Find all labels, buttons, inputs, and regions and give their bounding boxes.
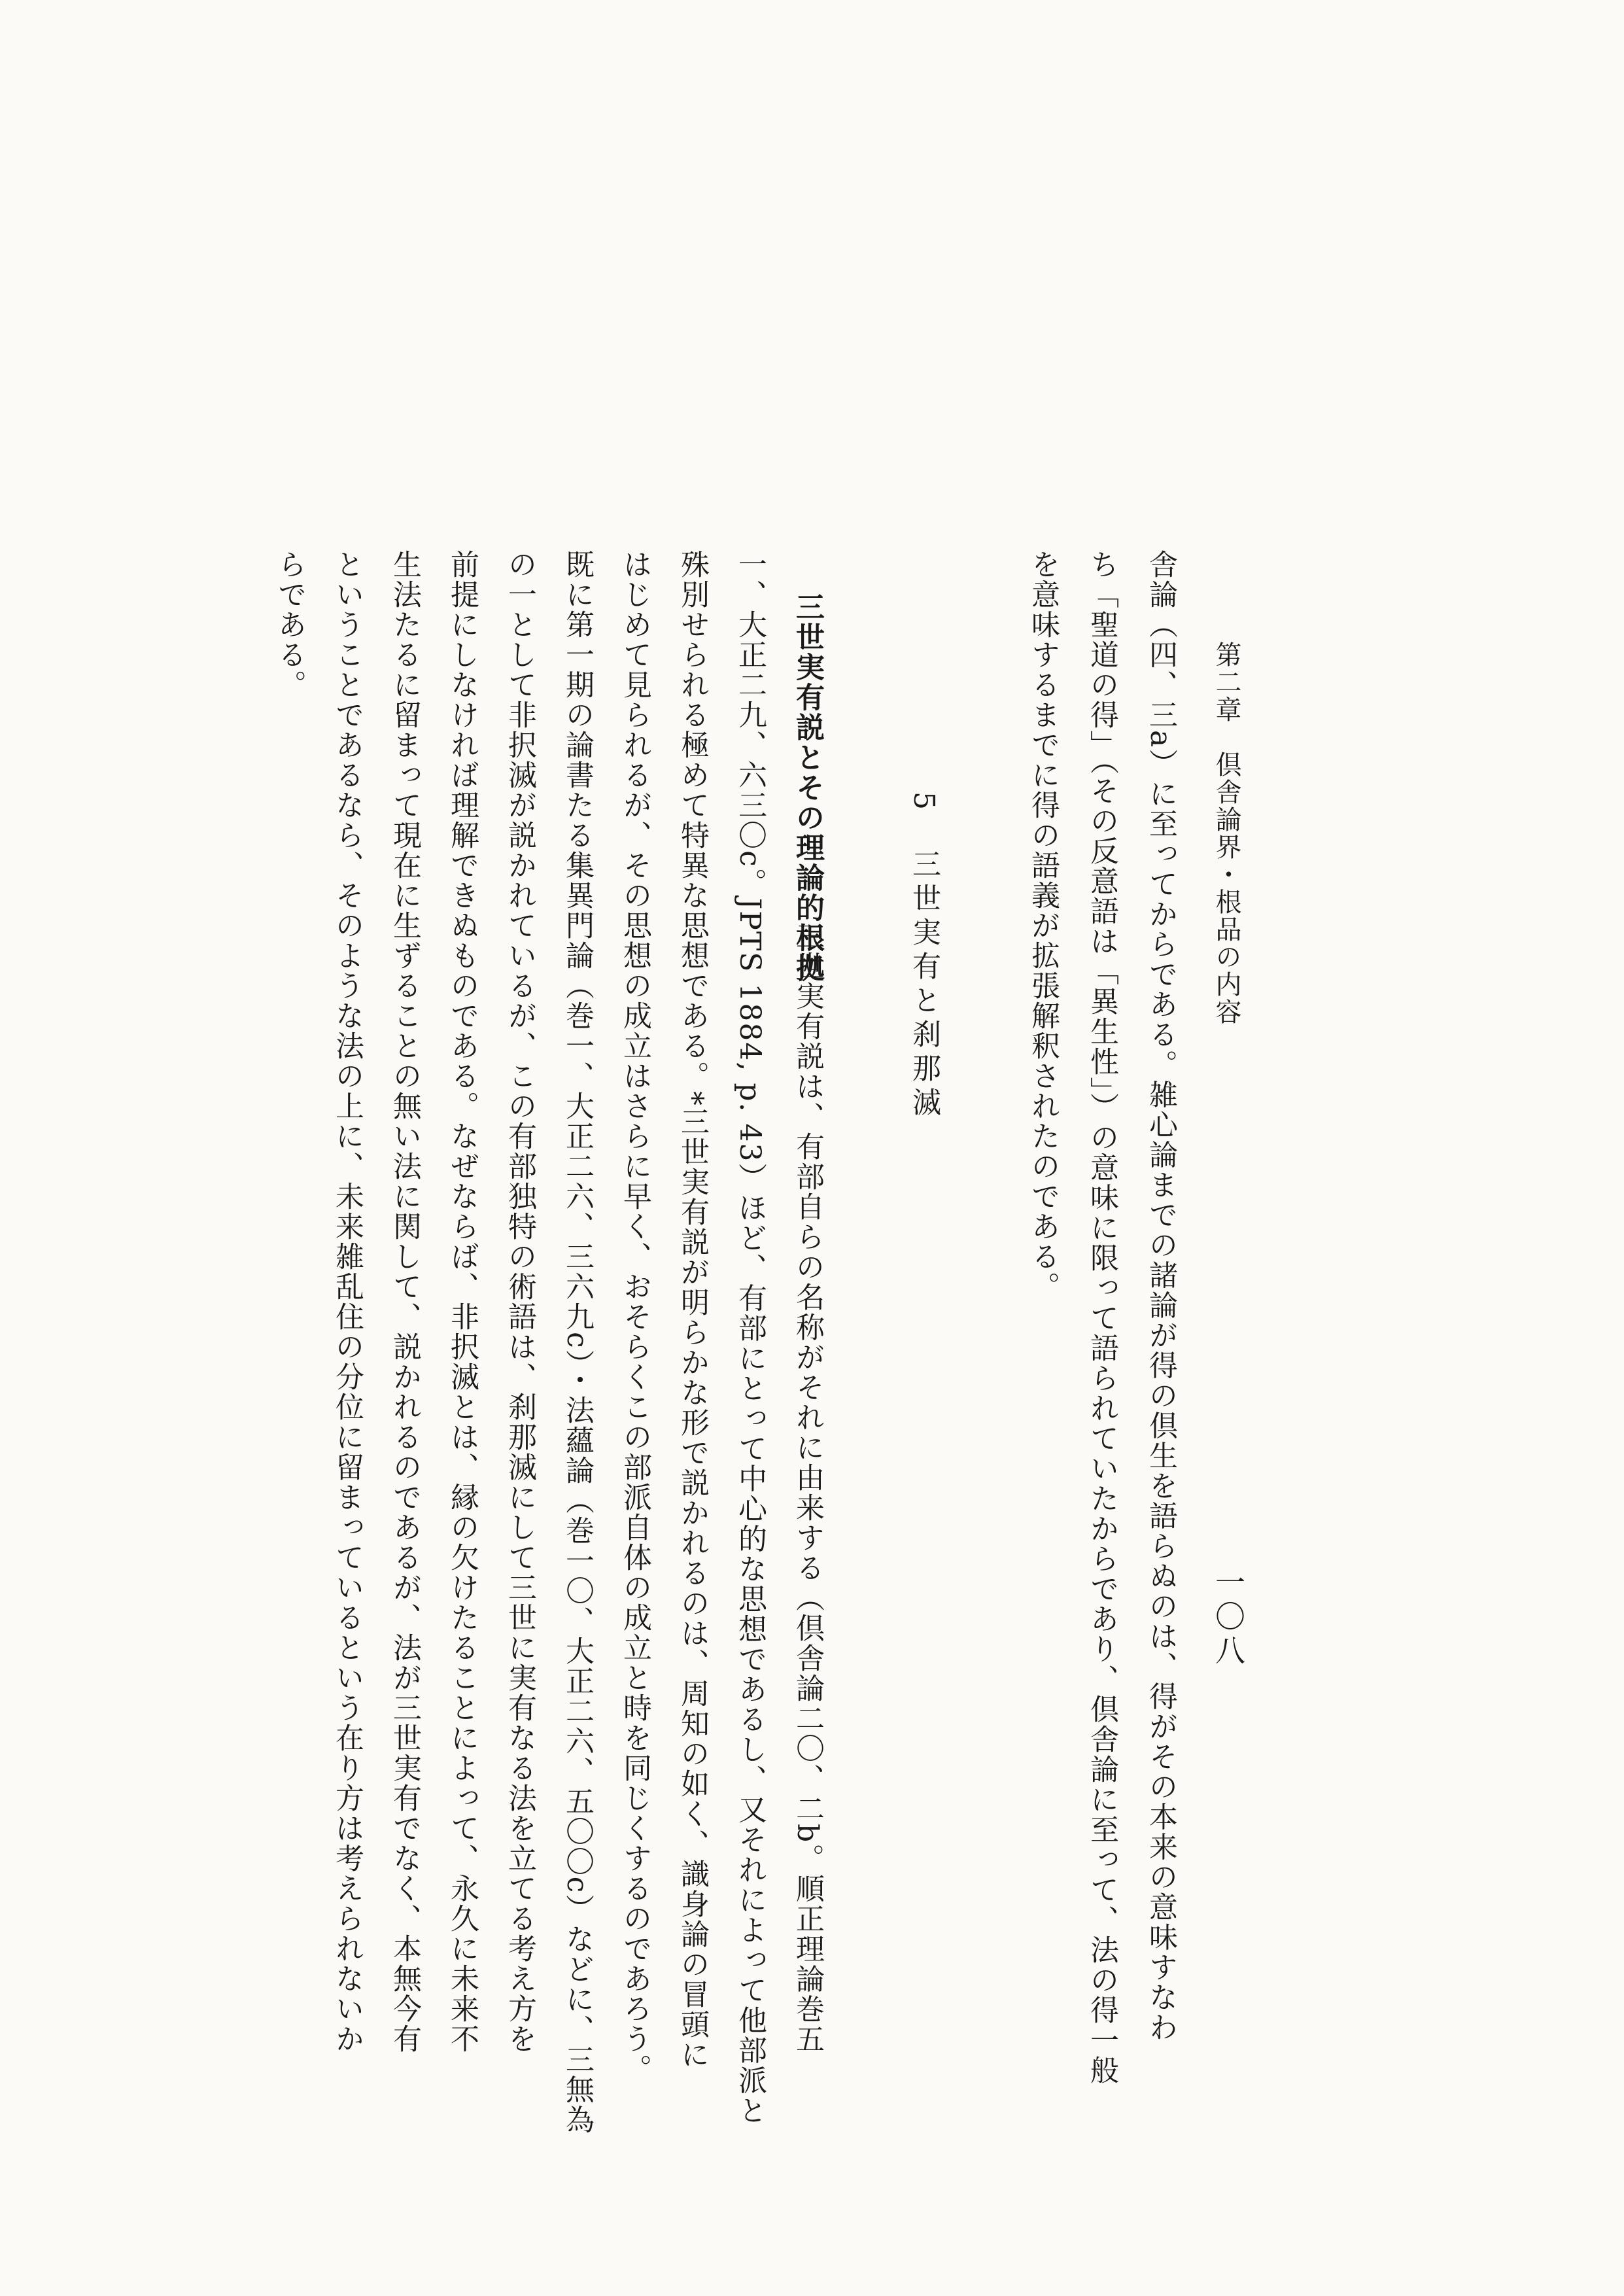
body-line-11: 生法たるに留まって現在に生ずることの無い法に関して、説かれるのであるが、法が三世実有でなく、本無今有: [388, 549, 421, 2054]
body-line-4: 三世実有説は、有部自らの名称がそれに由来する（倶舎論二〇、二b。順正理論巻五: [791, 921, 824, 2055]
body-line-5: 一、大正二九、六三〇c。JPTS 1884, p. 43）ほど、有部にとって中心的な思想であるし、又それによって他部派と: [733, 549, 767, 2126]
body-line-3: を意味するまでに得の語義が拡張解釈されたのである。: [1026, 549, 1060, 1302]
running-title: 第二章 倶舎論界・根品の内容: [1211, 641, 1241, 1026]
body-line-8: 既に第一期の論書たる集異門論（巻一、大正二六、三六九c）・法蘊論（巻一〇、大正二六、五〇〇c）などに、三無為: [561, 549, 594, 2135]
section-subheading: 三世実有説とその理論的根拠: [791, 592, 824, 983]
body-line-2: ち「聖道の得」（その反意語は「異生性」）の意味に限って語られていたからであり、倶舎論に至って、法の得一般: [1085, 549, 1118, 2085]
body-line-1: 舎論（四、三a）に至ってからである。雑心論までの諸論が得の倶生を語らぬのは、得がその本来の意味すなわ: [1144, 549, 1177, 2043]
body-line-13: らである。: [273, 549, 306, 700]
section-heading: 5 三世実有と刹那滅: [907, 791, 941, 1121]
body-line-10: 前提にしなければ理解できぬものである。なぜならば、非択滅とは、縁の欠けたることによって、永久に未来不: [445, 549, 479, 2054]
body-line-12: ということであるなら、そのような法の上に、未来雑乱住の分位に留まっているという在り方は考えられないか: [330, 549, 364, 2054]
page-number: 一〇八: [1211, 1567, 1246, 1669]
body-line-7: はじめて見られるが、その思想の成立はさらに早く、おそらくこの部派自体の成立と時を同じくするのであろう。: [618, 549, 651, 2084]
body-line-9: の一として非択滅が説かれているが、この有部独特の術語は、刹那滅にして三世に実有なる法を立てる考え方を: [503, 549, 536, 2054]
body-line-6: 殊別せられる極めて特異な思想である。*三世実有説が明らかな形で説かれるのは、周知の如く、識身論の冒頭に: [676, 549, 709, 2070]
